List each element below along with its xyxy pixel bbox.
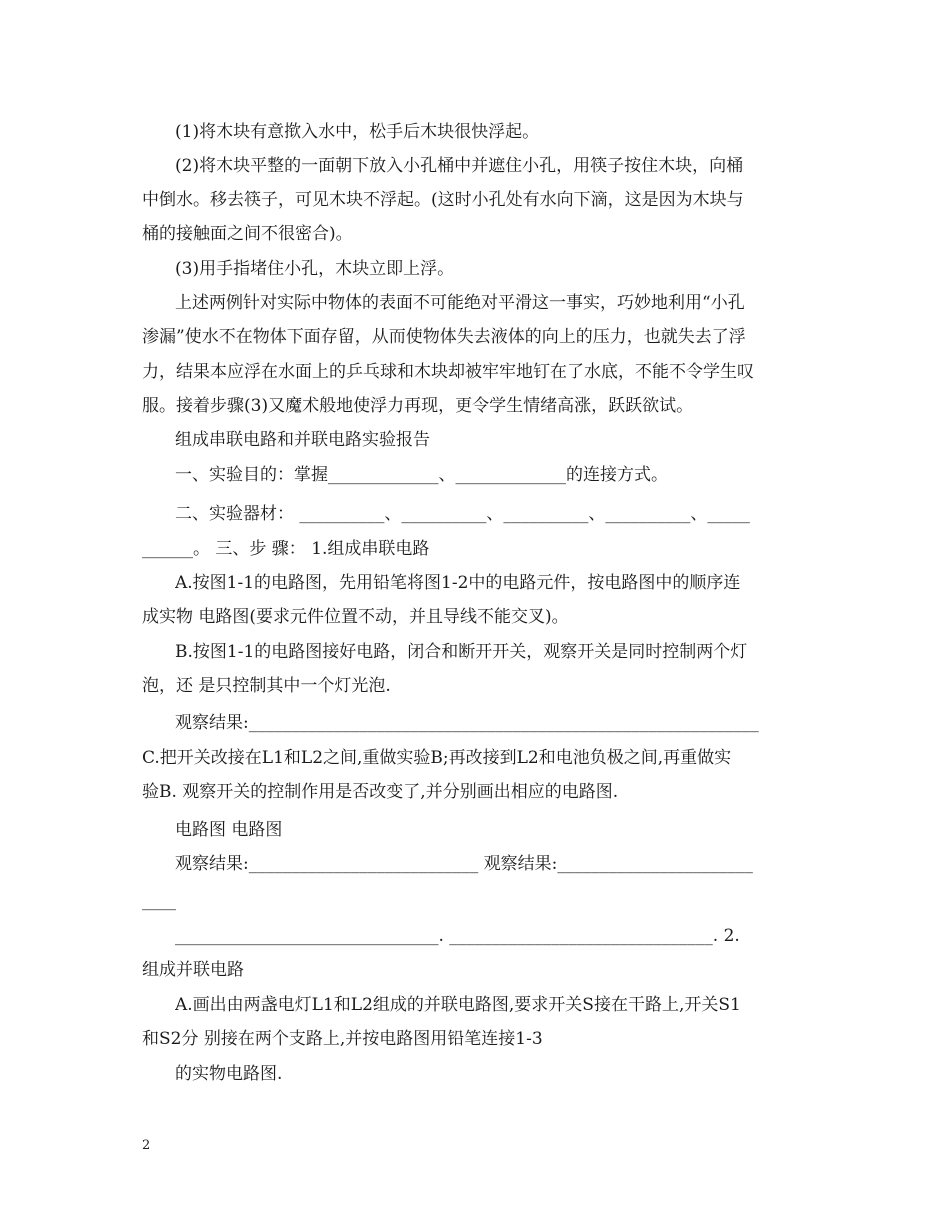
page-number: 2 (142, 1138, 151, 1153)
paragraph-line: _______________________________. _______________________________. 2. (175, 926, 740, 946)
paragraph-line: 电路图 电路图 (175, 820, 283, 840)
paragraph-line: 桶的接触面之间不很密合)。 (142, 224, 353, 244)
paragraph-line: (1)将木块有意揿入水中，松手后木块很快浮起。 (175, 122, 540, 142)
paragraph-line: 上述两例针对实际中物体的表面不可能绝对平滑这一事实，巧妙地利用“小孔 (175, 293, 745, 313)
paragraph-line: A.画出由两盏电灯L1和L2组成的并联电路图,要求开关S接在干路上,开关S1 (175, 995, 741, 1015)
paragraph-line: B.按图1-1的电路图接好电路，闭合和断开开关，观察开关是同时控制两个灯 (175, 642, 748, 662)
paragraph-line: 渗漏”使水不在物体下面存留，从而使物体失去液体的向上的压力，也就失去了浮 (142, 327, 746, 347)
section-heading: 组成串联电路和并联电路实验报告 (175, 430, 430, 450)
paragraph-line: 服。接着步骤(3)又魔术般地使浮力再现，更令学生情绪高涨，跃跃欲试。 (142, 396, 694, 416)
paragraph-line: 成实物 电路图(要求元件位置不动，并且导线不能交叉)。 (142, 607, 569, 627)
paragraph-line: 二、实验器材： __________、__________、__________、__________、_____ (175, 504, 750, 524)
paragraph-line: 和S2分 别接在两个支路上,并按电路图用铅笔连接1-3 (142, 1029, 543, 1049)
paragraph-line: C.把开关改接在L1和L2之间,重做实验B;再改接到L2和电池负极之间,再重做实 (142, 748, 732, 768)
paragraph-line: 一、实验目的：掌握_____________、_____________的连接方式。 (175, 465, 668, 485)
paragraph-line: (3)用手指堵住小孔，木块立即上浮。 (175, 259, 455, 279)
paragraph-line: 力，结果本应浮在水面上的乒乓球和木块却被牢牢地钉在了水底，不能不令学生叹 (142, 362, 754, 382)
paragraph-line: (2)将木块平整的一面朝下放入小孔桶中并遮住小孔，用筷子按住木块，向桶 (175, 156, 744, 176)
paragraph-line: 验B. 观察开关的控制作用是否改变了,并分别画出相应的电路图. (142, 782, 619, 802)
paragraph-line: ______。 三、步 骤： 1.组成串联电路 (142, 539, 430, 559)
paragraph-line: 观察结果:___________________________ 观察结果:_______________________ (175, 854, 753, 874)
paragraph-line: 中倒水。移去筷子，可见木块不浮起。(这时小孔处有水向下滴，这是因为木块与 (142, 190, 744, 210)
paragraph-line: 泡，还 是只控制其中一个灯光泡. (142, 676, 391, 696)
paragraph-line: A.按图1-1的电路图，先用铅笔将图1-2中的电路元件，按电路图中的顺序连 (175, 573, 741, 593)
paragraph-line: 观察结果:____________________________________________________________ (175, 713, 759, 733)
paragraph-line: 的实物电路图. (175, 1064, 283, 1084)
paragraph-line: 组成并联电路 (142, 960, 244, 980)
paragraph-line: ____ (142, 891, 176, 911)
